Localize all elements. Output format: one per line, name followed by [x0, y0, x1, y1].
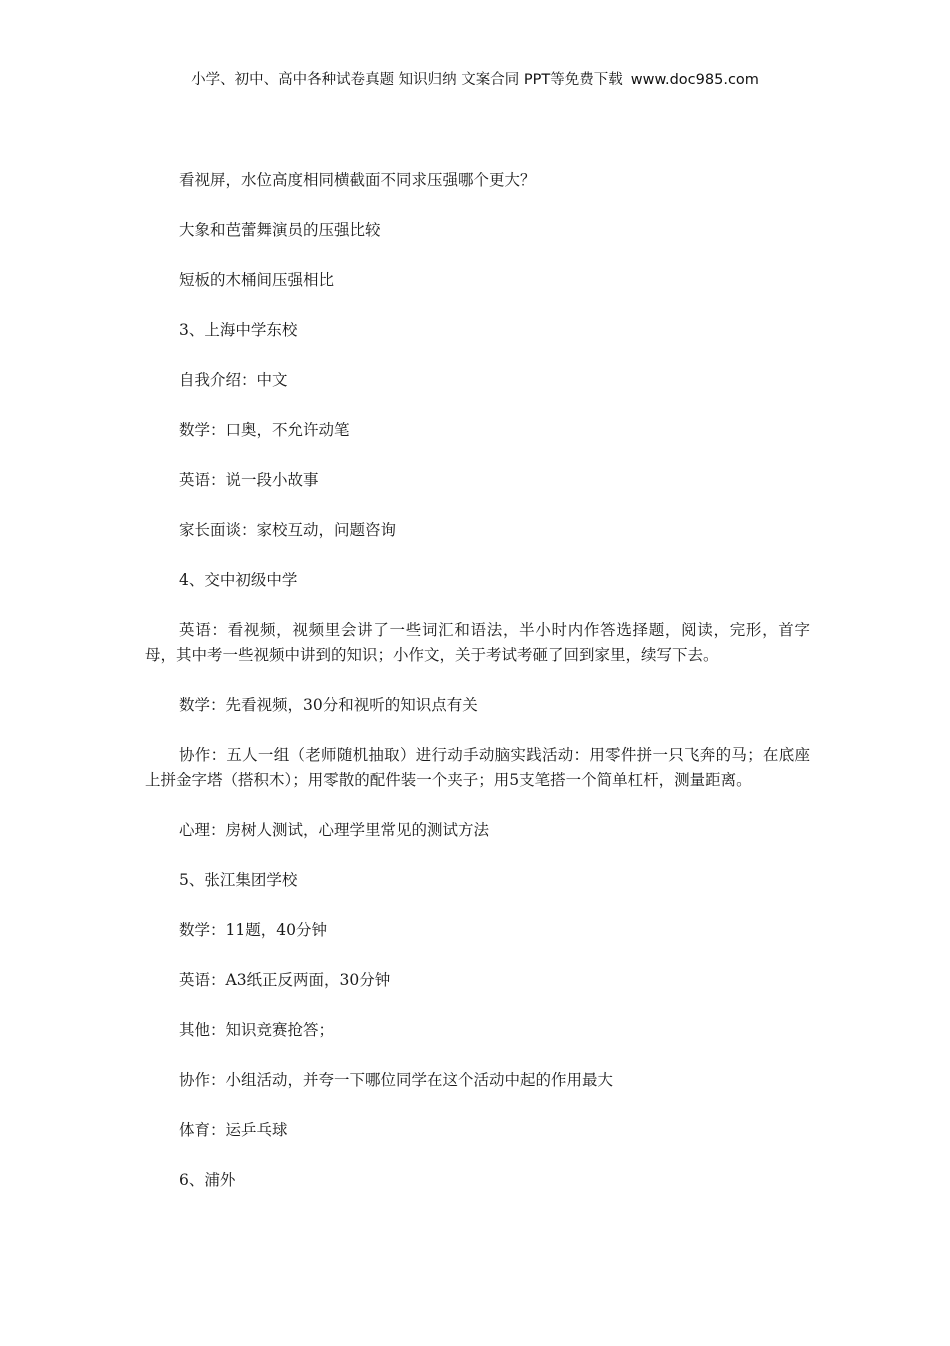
paragraph: 心理：房树人测试，心理学里常见的测试方法 [179, 821, 490, 839]
paragraph: 数学：11题，40分钟 [179, 921, 327, 939]
paragraph: 英语：A3纸正反两面，30分钟 [179, 971, 391, 989]
paragraph: 看视屏，水位高度相同横截面不同求压强哪个更大？ [179, 171, 536, 189]
paragraph: 家长面谈：家校互动，问题咨询 [179, 521, 397, 539]
paragraph: 英语：说一段小故事 [179, 471, 319, 489]
paragraph: 自我介绍：中文 [179, 371, 288, 389]
paragraph: 短板的木桶间压强相比 [179, 271, 335, 289]
section-heading: 4、交中初级中学 [179, 571, 298, 589]
header-url: www.doc985.com [630, 72, 759, 88]
paragraph: 协作：小组活动，并夸一下哪位同学在这个活动中起的作用最大 [179, 1071, 614, 1089]
paragraph: 协作：五人一组（老师随机抽取）进行动手动脑实践活动：用零件拼一只飞奔的马；在底座上拼金字塔（搭积木）；用零散的配件装一个夹子；用5支笔搭一个简单杠杆，测量距离。 [145, 746, 810, 789]
paragraph: 体育：运乒乓球 [179, 1121, 288, 1139]
paragraph: 数学：口奥，不允许动笔 [179, 421, 350, 439]
header-text: 小学、初中、高中各种试卷真题 知识归纳 文案合同 PPT等免费下载 [191, 72, 623, 88]
paragraph: 英语：看视频，视频里会讲了一些词汇和语法，半小时内作答选择题，阅读，完形，首字母，其中考一些视频中讲到的知识；小作文，关于考试考砸了回到家里，续写下去。 [145, 621, 810, 664]
document-body [145, 168, 810, 1218]
paragraph: 数学：先看视频，30分和视听的知识点有关 [179, 696, 478, 714]
paragraph: 大象和芭蕾舞演员的压强比较 [179, 221, 381, 239]
page-header [0, 68, 950, 89]
section-heading: 5、张江集团学校 [179, 871, 298, 889]
section-heading: 3、上海中学东校 [179, 321, 298, 339]
paragraph: 其他：知识竞赛抢答； [179, 1021, 335, 1039]
section-heading: 6、浦外 [179, 1171, 236, 1189]
